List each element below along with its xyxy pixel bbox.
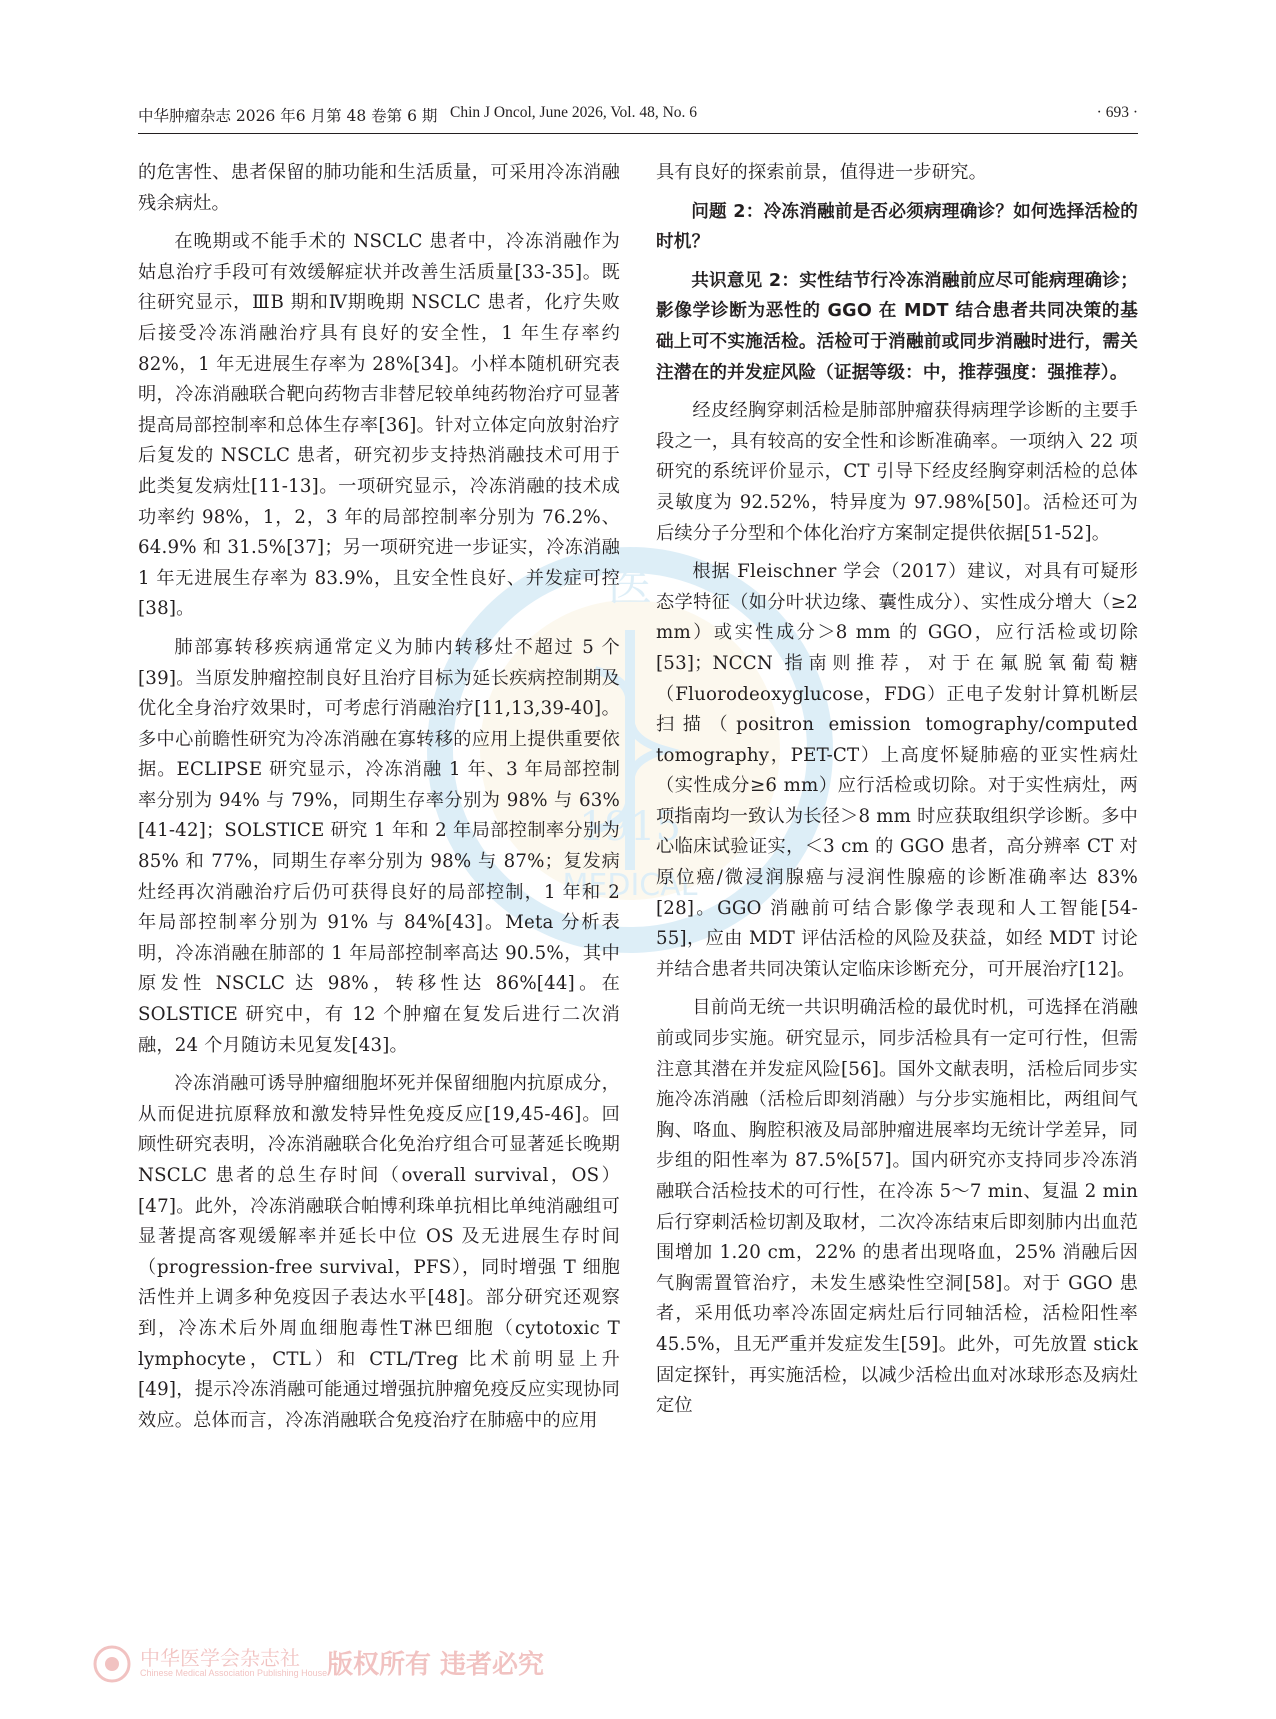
paragraph: 目前尚无统一共识明确活检的最优时机，可选择在消融前或同步实施。研究显示，同步活检具有一定可行性，但需注意其潜在并发症风险[56]。国外文献表明，活检后同步实施冷冻消融（活检后即刻消融）与分步实施相比，两组间气胸、咯血、胸腔积液及局部肿瘤进展率均无统计学差异，同步组的阳性率为 87.5%[57]。国内研究亦支持同步冷冻消融联合活检技术的可行性，在冷冻 5～7 min、复温 2 min 后行穿刺活检切割及取材，二次冷冻结束后即刻肺内出血范围增加 1.20 cm，22% 的患者出现咯血，25% 消融后因气胸需置管治疗，未发生感染性空洞[58]。对于 GGO 患者，采用低功率冷冻固定病灶后行同轴活检，活检阳性率 45.5%，且无严重并发症发生[59]。此外，可先放置 stick 固定探针，再实施活检，以减少活检出血对冰球形态及病灶定位 [656,997,1138,1417]
seal-en: MEDICAL [562,868,698,903]
copyright-slogan: 版权所有 违者必究 [327,1650,545,1680]
paragraph: 冷冻消融可诱导肿瘤细胞坏死并保留细胞内抗原成分，从而促进抗原释放和激发特异性免疫反应[19,45-46]。回顾性研究表明，冷冻消融联合化免治疗组合可显著延长晚期 NSCLC 患者的总生存时间（overall survival，OS）[47]。此外，冷冻消融联合帕博利珠单抗相比单纯消融组可显著提高客观缓解率并延长中位 OS 及无进展生存时间（progression-free survival，PFS），同时增强 T 细胞活性并上调多种免疫因子表达水平[48]。部分研究还观察到，冷冻术后外周血细胞毒性T淋巴细胞（cytotoxic T lymphocyte，CTL）和 CTL/Treg 比术前明显上升[49]，提示冷冻消融可能通过增强抗肿瘤免疫反应实现协同效应。总体而言，冷冻消融联合免疫治疗在肺癌中的应用 [138,1073,620,1431]
running-header [138,104,1138,128]
consensus-statement: 共识意见 2：实性结节行冷冻消融前应尽可能病理确诊；影像学诊断为恶性的 GGO 在 MDT 结合患者共同决策的基础上可不实施活检。活检可于消融前或同步消融时进行，需关注潜在的并发症风险（证据等级：中，推荐强度：强推荐）。 [656,270,1138,383]
journal-title-en: Chin J Oncol, June 2026, Vol. 48, No. 6 [450,104,698,121]
publisher-name-en: Chinese Medical Association Publishing House [140,1668,328,1678]
left-column [138,158,620,1436]
paragraph: 在晚期或不能手术的 NSCLC 患者中，冷冻消融作为姑息治疗手段可有效缓解症状并改善生活质量[33-35]。既往研究显示，ⅢB 期和Ⅳ期晚期 NSCLC 患者，化疗失败后接受冷冻消融治疗具有良好的安全性，1 年生存率约 82%，1 年无进展生存率为 28%[34]。小样本随机研究表明，冷冻消融联合靶向药物吉非替尼较单纯药物治疗可显著提高局部控制率和总体生存率[36]。针对立体定向放射治疗后复发的 NSCLC 患者，研究初步支持热消融技术可用于此类复发病灶[11-13]。一项研究显示，冷冻消融的技术成功率约 98%，1，2，3 年的局部控制率分别为 76.2%、64.9% 和 31.5%[37]；另一项研究进一步证实，冷冻消融 1 年无进展生存率为 83.9%，且安全性良好、并发症可控[38]。 [138,231,620,620]
publisher-name: 中华医学会杂志社 [140,1646,300,1670]
publisher-logo-icon [92,1644,132,1684]
paragraph: 的危害性、患者保留的肺功能和生活质量，可采用冷冻消融残余病灶。 [138,162,620,214]
seal-char: 医 [608,560,652,611]
paragraph: 根据 Fleischner 学会（2017）建议，对具有可疑形态学特征（如分叶状边缘、囊性成分）、实性成分增大（≥2 mm）或实性成分＞8 mm 的 GGO，应行活检或切除[53]；NCCN 指南则推荐，对于在氟脱氧葡萄糖（Fluorodeoxyglucose，FDG）正电子发射计算机断层扫描（positron emission tomography/computed tomography，PET-CT）上高度怀疑肺癌的亚实性病灶（实性成分≥6 mm）应行活检或切除。对于实性病灶，两项指南均一致认为长径＞8 mm 时应获取组织学诊断。多中心临床试验证实，＜3 cm 的 GGO 患者，高分辨率 CT 对原位癌/微浸润腺癌与浸润性腺癌的诊断准确率达 83%[28]。GGO 消融前可结合影像学表现和人工智能[54-55]，应由 MDT 评估活检的风险及获益，如经 MDT 讨论并结合患者共同决策认定临床诊断充分，可开展治疗[12]。 [656,561,1138,980]
header-rule [138,133,1138,134]
right-column [656,158,1138,1422]
question-heading: 问题 2：冷冻消融前是否必须病理确诊？如何选择活检的时机？ [656,201,1138,253]
journal-title-cn: 中华肿瘤杂志 2026 年6 月第 48 卷第 6 期 [138,107,438,125]
paragraph: 具有良好的探索前景，值得进一步研究。 [656,162,987,183]
page-number: · 693 · [1096,104,1138,121]
paragraph: 经皮经胸穿刺活检是肺部肿瘤获得病理学诊断的主要手段之一，具有较高的安全性和诊断准确率。一项纳入 22 项研究的系统评价显示，CT 引导下经皮经胸穿刺活检的总体灵敏度为 92.52%，特异度为 97.98%[50]。活检还可为后续分子分型和个体化治疗方案制定提供依据[51-52]。 [656,400,1138,544]
paragraph: 肺部寡转移疾病通常定义为肺内转移灶不超过 5 个[39]。当原发肿瘤控制良好且治疗目标为延长疾病控制期及优化全身治疗效果时，可考虑行消融治疗[11,13,39-40]。多中心前瞻性研究为冷冻消融在寡转移的应用上提供重要依据。ECLIPSE 研究显示，冷冻消融 1 年、3 年局部控制率分别为 94% 与 79%，同期生存率分别为 98% 与 63%[41-42]；SOLSTICE 研究 1 年和 2 年局部控制率分别为 85% 和 77%，同期生存率分别为 98% 与 87%；复发病灶经再次消融治疗后仍可获得良好的局部控制，1 年和 2 年局部控制率分别为 91% 与 84%[43]。Meta 分析表明，冷冻消融在肺部的 1 年局部控制率高达 90.5%，其中原发性 NSCLC 达 98%，转移性达 86%[44]。在 SOLSTICE 研究中，有 12 个肿瘤在复发后进行二次消融，24 个月随访未见复发[43]。 [138,636,620,1056]
watermark-footer [92,1640,592,1690]
seal-year: 1915 [579,804,681,850]
